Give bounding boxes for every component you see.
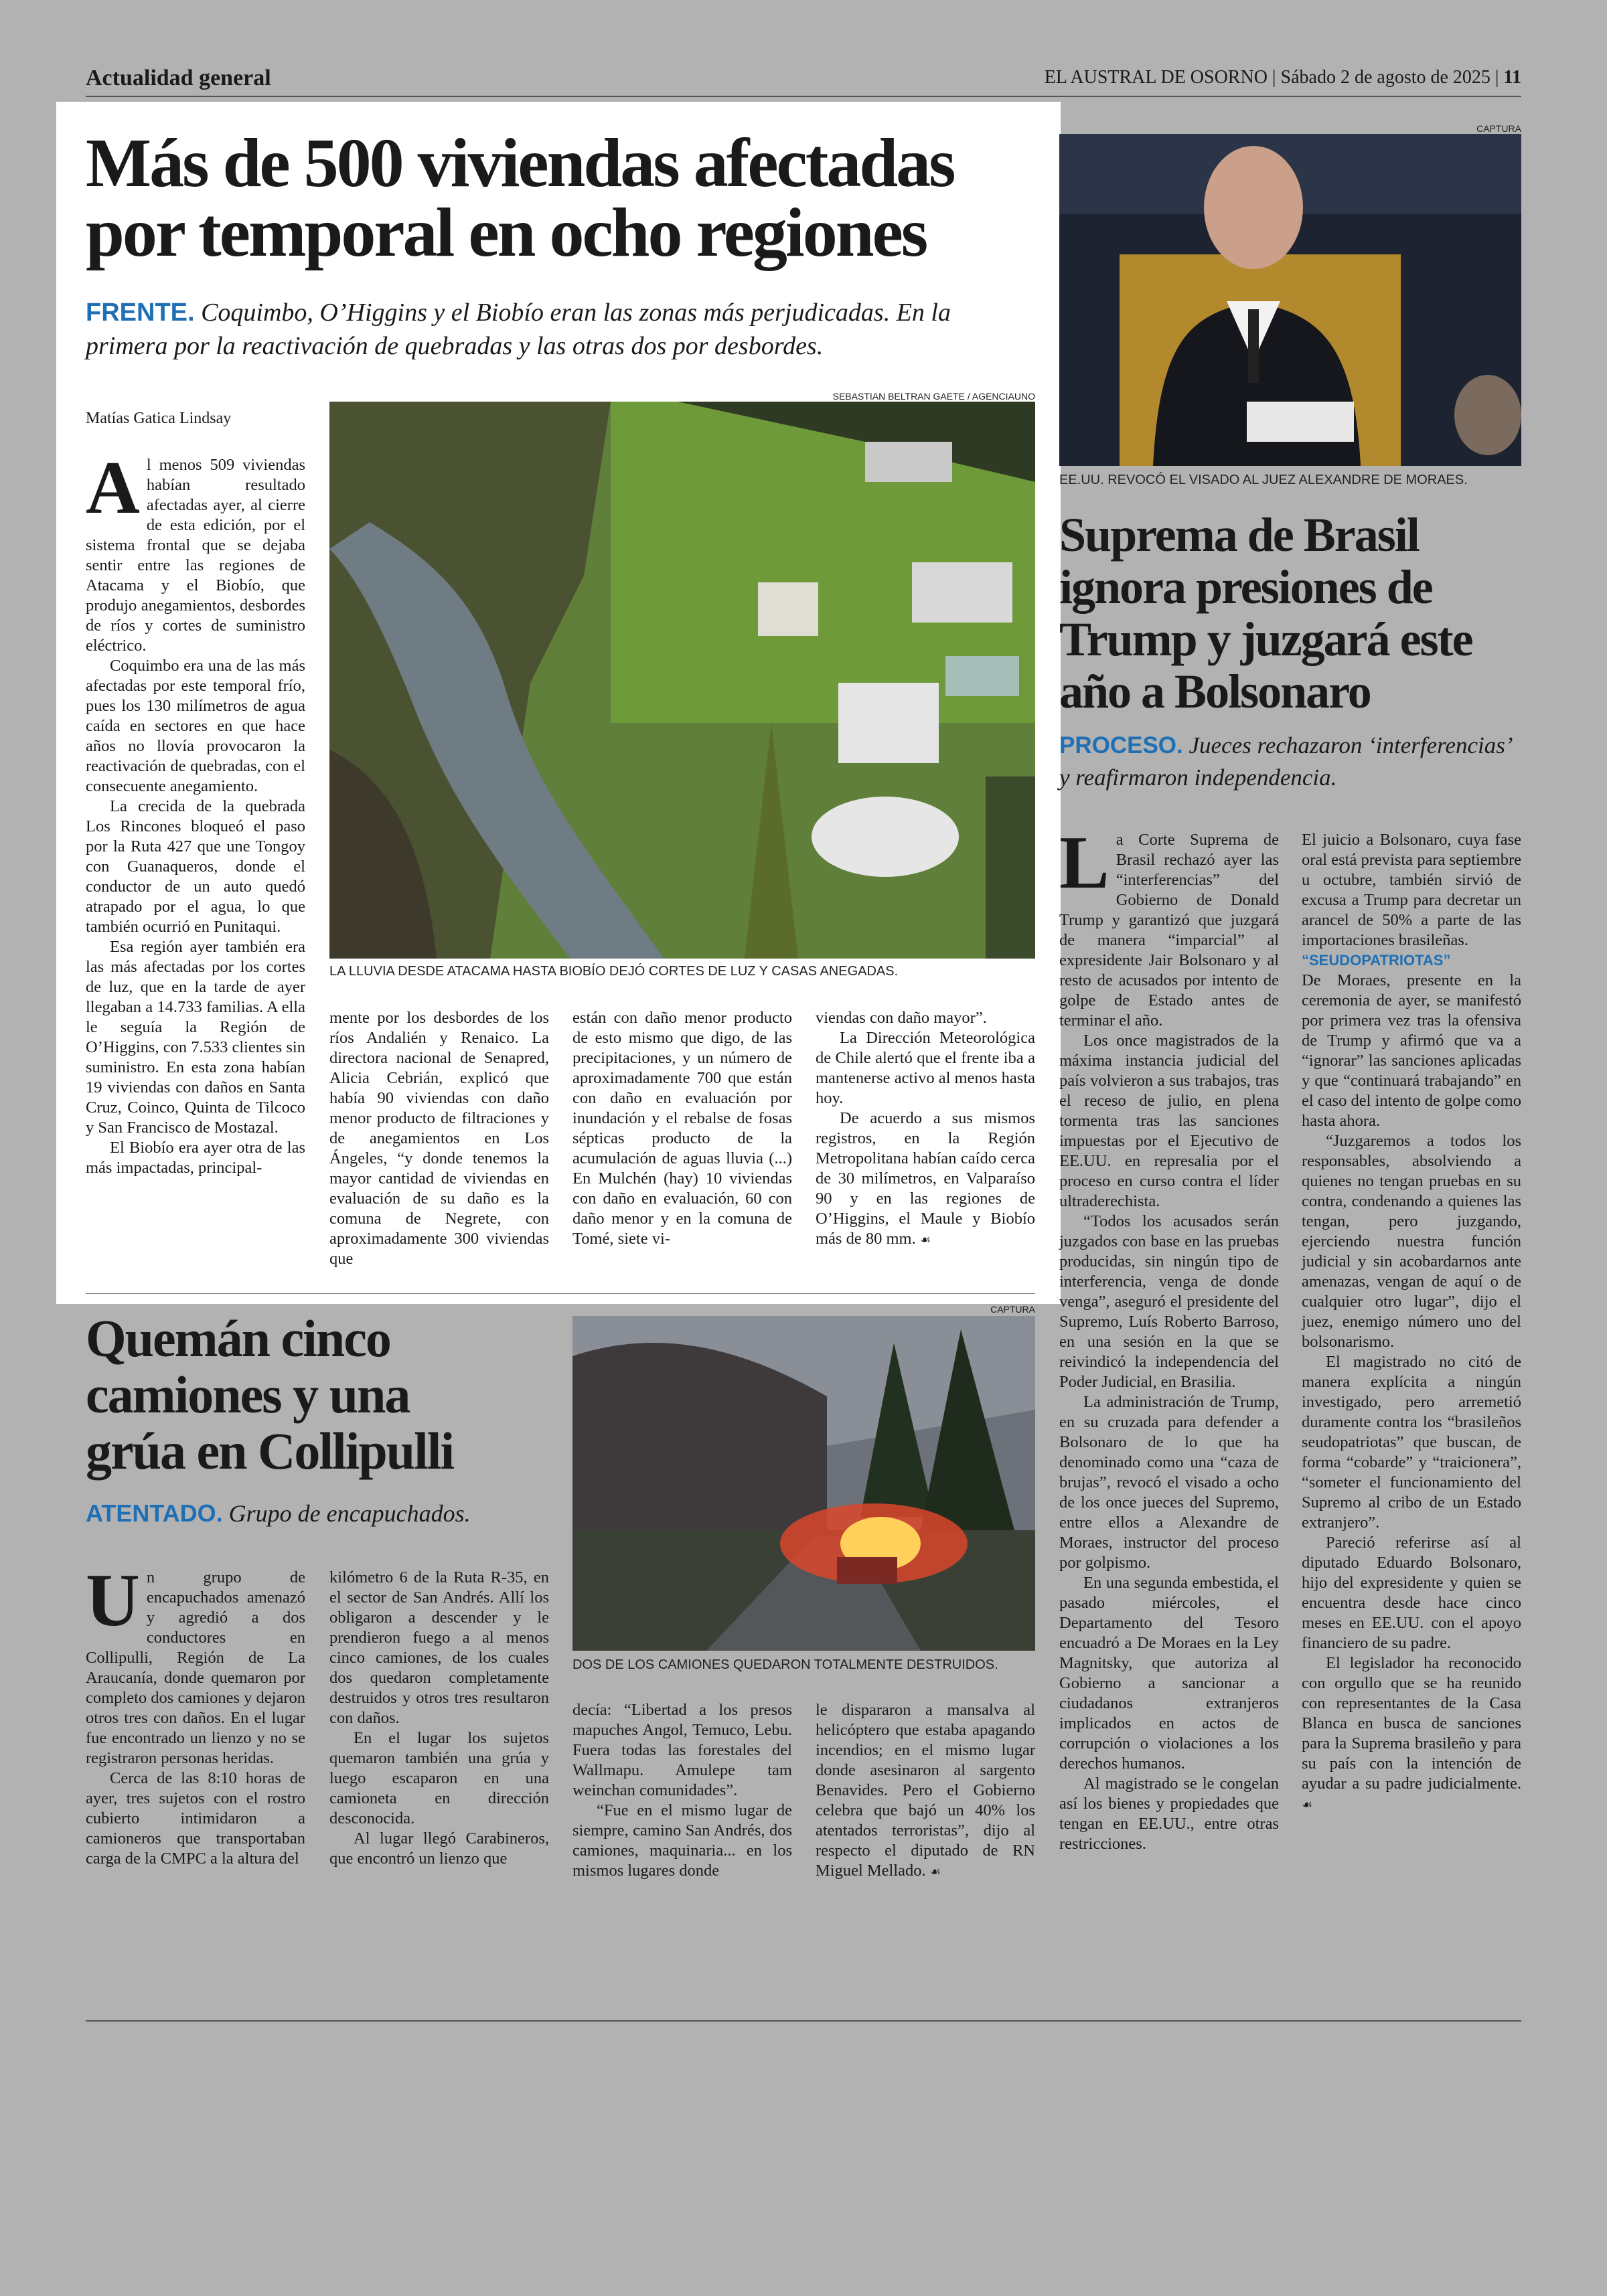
article2-drop-cap: U [86, 1559, 140, 1642]
article1-deck-text: primera por la reactivación de quebradas y las otras dos por desbordes. [86, 332, 824, 360]
article3-paragraph: De Moraes, presente en la ceremonia de ayer, se manifestó por primera vez tras la ofensiva de Trump y afirmó que va a “ignorar” las sanciones aplicadas y que “continuará trabajando” en el caso del intento de golpe como hasta ahora. [1302, 971, 1521, 1130]
article2-photo-credit: CAPTURA [990, 1304, 1035, 1315]
article1-headline [86, 125, 1050, 271]
issue-date: Sábado 2 de agosto de 2025 [1280, 67, 1490, 88]
article1-paragraph: Esa región ayer también era las más afectadas por los cortes de luz, que en la tarde de ayer llegaban a 14.733 familias. A ella le seguía la Región de O’Higgins, con 7.533 clientes sin suministro. En esta zona habían 19 viviendas con daños en Santa Cruz, Coinco, Quinta de Tilcoco y San Francisco de Mostazal. [86, 938, 305, 1137]
article1-photo-credit: SEBASTIAN BELTRAN GAETE / AGENCIAUNO [832, 391, 1035, 402]
article2-column-2 [329, 1568, 549, 1869]
article3-paragraph: “Todos los acusados serán juzgados con base en las pruebas producidas, sin ningún tipo de interferencia, venga de donde venga”, aseguró el presidente del Supremo, Luís Roberto Barroso, en una sesión en la que se reivindicó la independencia del Poder Judicial, en Brasilia. [1059, 1212, 1279, 1391]
article2-paragraph: Cerca de las 8:10 horas de ayer, tres sujetos con el rostro cubierto intimidaron a camioneros que transportaban carga de la CMPC a la altura del [86, 1769, 305, 1868]
header-rule [86, 96, 1521, 97]
article1-column-1 [86, 446, 305, 1178]
burning-trucks-photo [572, 1316, 1035, 1651]
end-mark-icon: ☙ [919, 1233, 931, 1247]
article2-headline-line: grúa en Collipulli [86, 1422, 454, 1480]
judge-photo-illustration [1059, 134, 1521, 466]
article1-headline-line: por temporal en ocho regiones [86, 194, 927, 271]
article1-paragraph: viendas con daño mayor”. [816, 1009, 987, 1027]
article2-column-4 [816, 1700, 1035, 1882]
article3-paragraph: La administración de Trump, en su cruzada para defender a Bolsonaro de lo que ha denominado como una “caza de brujas”, revocó el visado a ocho de los once jueces del Supremo, entre ellos a Alexandre de Moraes, instructor del proceso por golpismo. [1059, 1393, 1279, 1572]
article3-deck [1059, 730, 1521, 794]
article3-headline-line: Suprema de Brasil [1059, 508, 1419, 562]
article1-deck [86, 296, 1050, 363]
article2-paragraph: kilómetro 6 de la Ruta R-35, en el sector de San Andrés. Allí los obligaron a descender y le prendieron fuego a al menos cinco camiones, de los cuales dos quedaron completamente destruidos y otros tres resultaron con daños. [329, 1568, 549, 1727]
article2-headline [86, 1311, 568, 1479]
article3-paragraph: El magistrado no citó de manera explícita a ningún investigado, pero arremetió duramente contra los “brasileños seudopatriotas” que buscan, de forma “cobarde” y “traicionera”, “someter el funcionamiento del Supremo al cribo de un Estado extranjero”. [1302, 1353, 1521, 1532]
flood-photo-illustration [329, 402, 1035, 959]
article2-deck [86, 1499, 471, 1528]
page-number: 11 [1503, 67, 1521, 88]
judge-photo [1059, 134, 1521, 466]
article1-paragraph: l menos 509 viviendas habían resultado afectadas ayer, al cierre de esta edición, por el sistema frontal que se dejaba sentir entre las regiones de Atacama y el Biobío, que produjo anegamientos, desbordes de ríos y cortes de suministro eléctrico. [86, 456, 305, 655]
article3-paragraph: En una segunda embestida, el pasado miércoles, el Departamento del Tesoro encuadró a De Moraes en la Ley Magnitsky, que autoriza al Gobierno a sancionar a ciudadanos extranjeros implicados en actos de corrupción o violaciones a los derechos humanos. [1059, 1574, 1279, 1773]
article2-paragraph: “Fue en el mismo lugar de siempre, camino San Andrés, dos camiones, maquinaria... en los mismos lugares donde [572, 1801, 792, 1880]
flood-aerial-photo [329, 402, 1035, 959]
article1-paragraph: De acuerdo a sus mismos registros, en la Región Metropolitana habían caído cerca de 30 milímetros, en Valparaíso 90 y en las regiones de O’Higgins, el Maule y Biobío más de 80 mm. [816, 1109, 1035, 1248]
article1-deck-text: Coquimbo, O’Higgins y el Biobío eran las zonas más perjudicadas. En la [194, 299, 951, 327]
article1-paragraph: están con daño menor producto de esto mismo que digo, de las precipitaciones, y un número de aproximadamente 700 que están con daño en evaluación por inundación y el rebalse de fosas sépticas producto de la acumulación de aguas lluvia (...) En Mulchén (hay) 10 viviendas con daño en evaluación, 60 con daño menor y en la comuna de Tomé, siete vi- [572, 1009, 792, 1248]
article1-column-2 [329, 1008, 549, 1269]
article3-column-1 [1059, 821, 1279, 1854]
footer-rule [86, 2020, 1521, 2022]
article3-photo-credit: CAPTURA [1476, 123, 1521, 134]
article2-headline-line: Quemán cinco [86, 1309, 390, 1368]
article1-paragraph: El Biobío era ayer otra de las más impactadas, principal- [86, 1139, 305, 1177]
article3-drop-cap: L [1059, 821, 1109, 904]
article1-kicker: FRENTE. [86, 299, 195, 327]
article1-caption: LA LLUVIA DESDE ATACAMA HASTA BIOBÍO DEJÓ CORTES DE LUZ Y CASAS ANEGADAS. [329, 964, 899, 979]
article3-paragraph: El juicio a Bolsonaro, cuya fase oral está prevista para septiembre u octubre, también sirvió de excusa a Trump para decretar un arancel de 50% a parte de las importaciones brasileñas. [1302, 831, 1521, 949]
article3-headline-line: Trump y juzgará este [1059, 612, 1472, 666]
article3-headline-line: año a Bolsonaro [1059, 665, 1371, 718]
newspaper-name: EL AUSTRAL DE OSORNO [1044, 67, 1268, 88]
article-divider [86, 1293, 1035, 1294]
article3-deck-text: Jueces rechazaron ‘interferencias’ [1182, 732, 1513, 758]
article1-paragraph: Coquimbo era una de las más afectadas por este temporal frío, pues los 130 milímetros de agua caída en sectores en que hace años no llovía provocaron la reactivación de quebradas, con el consecuente anegamiento. [86, 657, 305, 795]
article3-kicker: PROCESO. [1059, 732, 1183, 758]
end-mark-icon: ☙ [1302, 1798, 1313, 1812]
article2-column-3 [572, 1700, 792, 1881]
article1-paragraph: La crecida de la quebrada Los Rincones bloqueó el paso por la Ruta 427 que une Tongoy con Guanaqueros, donde el conductor de un auto quedó atrapado por el agua, lo que también ocurrió en Punitaqui. [86, 797, 305, 936]
article3-paragraph: Pareció referirse así al diputado Eduardo Bolsonaro, hijo del expresidente y quien se encuentra desde hace cinco meses en EE.UU. con el apoyo financiero de su padre. [1302, 1534, 1521, 1652]
masthead: EL AUSTRAL DE OSORNO | Sábado 2 de agosto de 2025 | 11 [1044, 67, 1521, 88]
article2-paragraph: decía: “Libertad a los presos mapuches Angol, Temuco, Lebu. Fuera todas las forestales del Wallmapu. Amulepe tam weinchan comunidades”. [572, 1701, 792, 1799]
article2-paragraph: n grupo de encapuchados amenazó y agredió a dos conductores en Collipulli, Región de La Araucanía, donde quemaron por completo dos camiones y dejaron otros tres con daños. En el lugar fue encontrado un lienzo y no se registraron personas heridas. [86, 1568, 305, 1767]
burning-trucks-illustration [572, 1316, 1035, 1651]
article1-headline-line: Más de 500 viviendas afectadas [86, 125, 954, 201]
article3-subhead: “SEUDOPATRIOTAS” [1302, 952, 1451, 969]
section-title: Actualidad general [86, 66, 271, 90]
article3-column-2 [1302, 830, 1521, 1815]
article3-headline-line: ignora presiones de [1059, 560, 1432, 614]
article2-deck-text: Grupo de encapuchados. [222, 1500, 471, 1527]
article2-headline-line: camiones y una [86, 1366, 410, 1424]
article1-column-3 [572, 1008, 792, 1249]
article3-paragraph: “Juzgaremos a todos los responsables, absolviendo a quienes no tengan pruebas en su contra, condenando a quienes las tengan, pero juzgando, ejerciendo nuestra función judicial y sin acobardarnos ante amenazas, vengan de aquí o de cualquier otro lugar”, dijo el juez, enemigo número uno del bolsonarismo. [1302, 1132, 1521, 1351]
article3-paragraph: Los once magistrados de la máxima instancia judicial del país volvieron a sus trabajos, tras el receso de julio, en plena tormenta tras las sanciones impuestas por el Ejecutivo de EE.UU. en represalia por el proceso en curso contra el líder ultraderechista. [1059, 1032, 1279, 1210]
article1-byline: Matías Gatica Lindsay [86, 410, 232, 427]
article1-paragraph: La Dirección Meteorológica de Chile alertó que el frente iba a mantenerse activo al menos hasta hoy. [816, 1029, 1035, 1107]
article2-kicker: ATENTADO. [86, 1499, 223, 1527]
article3-paragraph: a Corte Suprema de Brasil rechazó ayer las “interferencias” del Gobierno de Donald Trump y garantizó que juzgará de manera “imparcial” al expresidente Jair Bolsonaro y al resto de acusados por intento de golpe de Estado antes de terminar el año. [1059, 831, 1279, 1030]
article1-column-4 [816, 1008, 1035, 1250]
article3-caption: EE.UU. REVOCÓ EL VISADO AL JUEZ ALEXANDRE DE MORAES. [1059, 473, 1468, 487]
article3-deck-text: y reafirmaron independencia. [1059, 764, 1337, 791]
article1-paragraph: mente por los desbordes de los ríos Andalién y Renaico. La directora nacional de Senapred, Alicia Cebrián, explicó que había 90 viviendas con daño menor producto de filtraciones y de anegamientos en Los Ángeles, “y donde tenemos la mayor cantidad de viviendas en evaluación de su daño es la comuna de Negrete, con aproximadamente 300 viviendas que [329, 1009, 549, 1268]
end-mark-icon: ☙ [929, 1865, 941, 1879]
article1-drop-cap: A [86, 446, 140, 529]
article2-caption: DOS DE LOS CAMIONES QUEDARON TOTALMENTE DESTRUIDOS. [572, 1657, 998, 1672]
article2-paragraph: le dispararon a mansalva al helicóptero que estaba apagando incendios; en el mismo lugar donde asesinaron al sargento Benavides. Pero el Gobierno celebra que bajó un 40% los atentados terroristas”, dijo al respecto el diputado de RN Miguel Mellado. [816, 1701, 1035, 1880]
article3-paragraph: El legislador ha reconocido con orgullo que se ha reunido con representantes de la Casa Blanca en busca de sanciones para la Suprema brasileño y para su país con la intención de ayudar a su padre judicialmente. [1302, 1654, 1521, 1793]
article3-paragraph: Al magistrado se le congelan así los bienes y propiedades que tengan en EE.UU., entre otras restricciones. [1059, 1775, 1279, 1853]
article2-paragraph: Al lugar llegó Carabineros, que encontró un lienzo que [329, 1829, 549, 1868]
article2-column-1 [86, 1559, 305, 1869]
article3-headline [1059, 509, 1521, 718]
article2-paragraph: En el lugar los sujetos quemaron también una grúa y luego escaparon en una camioneta en dirección desconocida. [329, 1729, 549, 1827]
